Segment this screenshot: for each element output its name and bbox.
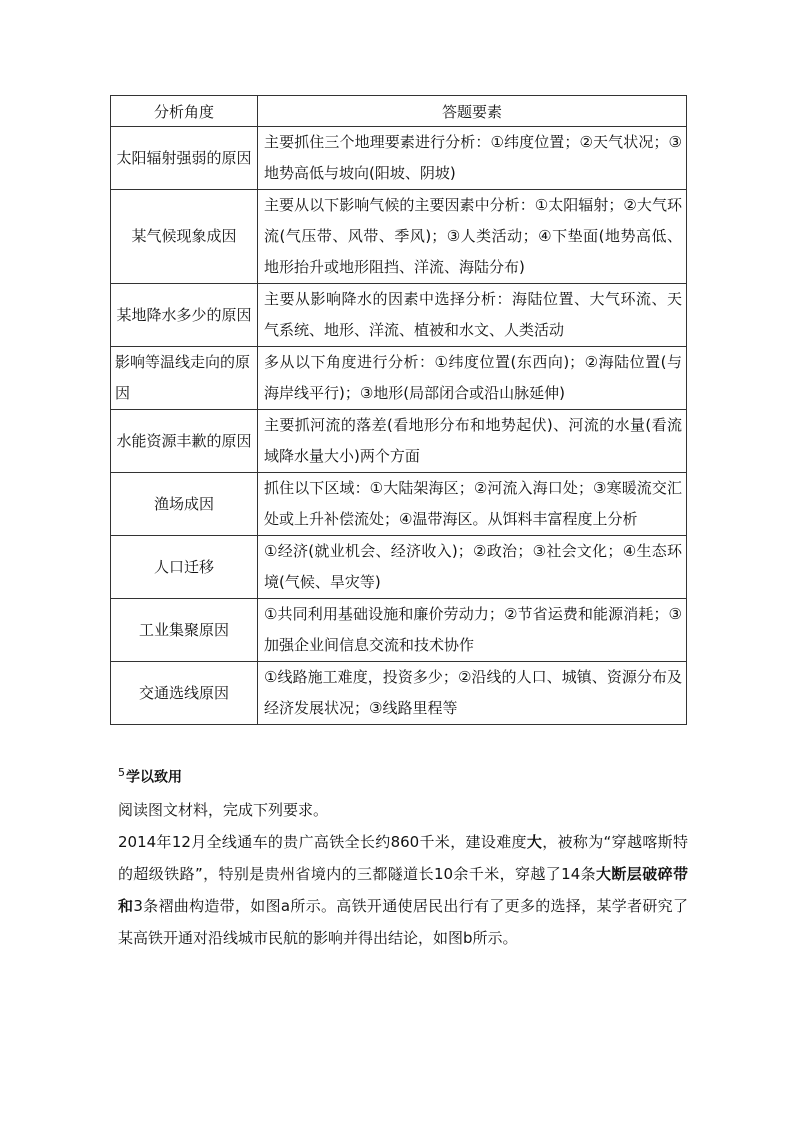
row-angle: 交通选线原因 (111, 662, 258, 725)
paragraph-segment: ，被称为“穿越喀斯特的超级铁路”，特别是贵州省境内的三都隧道长10余千米，穿越了14条 (118, 833, 688, 883)
analysis-table (110, 95, 687, 725)
instruction-text: 阅读图文材料，完成下列要求。 (118, 801, 329, 819)
header-answer-elements: 答题要素 (258, 96, 687, 127)
table-header-row (111, 96, 687, 127)
paragraph-segment-bold: 大 (526, 833, 543, 851)
table-row (111, 347, 687, 410)
row-angle: 某地降水多少的原因 (111, 284, 258, 347)
row-answer: 主要从影响降水的因素中选择分析：海陆位置、大气环流、天气系统、地形、洋流、植被和水文、人类活动 (258, 284, 687, 347)
paragraph-segment: 2014年12月全线通车的贵广高铁全长约860千米，建设难度 (118, 833, 527, 851)
row-answer: ①线路施工难度，投资多少；②沿线的人口、城镇、资源分布及经济发展状况；③线路里程等 (258, 662, 687, 725)
table-row (111, 536, 687, 599)
table-row (111, 599, 687, 662)
section-title: 学以致用 (126, 769, 182, 786)
table-row (111, 473, 687, 536)
header-analysis-angle: 分析角度 (111, 96, 258, 127)
section-heading (118, 766, 182, 787)
material-paragraph (118, 826, 688, 954)
row-angle: 太阳辐射强弱的原因 (111, 127, 258, 190)
row-angle: 渔场成因 (111, 473, 258, 536)
row-answer: 主要抓住三个地理要素进行分析：①纬度位置；②天气状况；③地势高低与坡向(阳坡、阴坡) (258, 127, 687, 190)
table-row (111, 410, 687, 473)
row-angle: 某气候现象成因 (111, 190, 258, 284)
row-answer: 多从以下角度进行分析：①纬度位置(东西向)；②海陆位置(与海岸线平行)；③地形(局部闭合或沿山脉延伸) (258, 347, 687, 410)
table-row (111, 190, 687, 284)
row-angle: 工业集聚原因 (111, 599, 258, 662)
row-answer: ①共同利用基础设施和廉价劳动力；②节省运费和能源消耗；③加强企业间信息交流和技术协作 (258, 599, 687, 662)
paragraph-segment: 3条褶曲构造带，如图a所示。高铁开通使居民出行有了更多的选择，某学者研究了某高铁开通对沿线城市民航的影响并得出结论，如图b所示。 (118, 897, 688, 947)
row-angle: 水能资源丰歉的原因 (111, 410, 258, 473)
row-answer: 主要抓河流的落差(看地形分布和地势起伏)、河流的水量(看流域降水量大小)两个方面 (258, 410, 687, 473)
table-row (111, 284, 687, 347)
row-angle: 人口迁移 (111, 536, 258, 599)
row-angle: 影响等温线走向的原因 (111, 347, 258, 410)
table-row (111, 127, 687, 190)
row-answer: 抓住以下区域：①大陆架海区；②河流入海口处；③寒暖流交汇处或上升补偿流处；④温带海区。从饵料丰富程度上分析 (258, 473, 687, 536)
section-marker: 5 (118, 766, 125, 779)
row-answer: 主要从以下影响气候的主要因素中分析：①太阳辐射；②大气环流(气压带、风带、季风)；③人类活动；④下垫面(地势高低、地形抬升或地形阻挡、洋流、海陆分布) (258, 190, 687, 284)
table-row (111, 662, 687, 725)
row-answer: ①经济(就业机会、经济收入)；②政治；③社会文化；④生态环境(气候、旱灾等) (258, 536, 687, 599)
paragraph-segment-bold: 大断层破碎带和 (118, 865, 688, 915)
